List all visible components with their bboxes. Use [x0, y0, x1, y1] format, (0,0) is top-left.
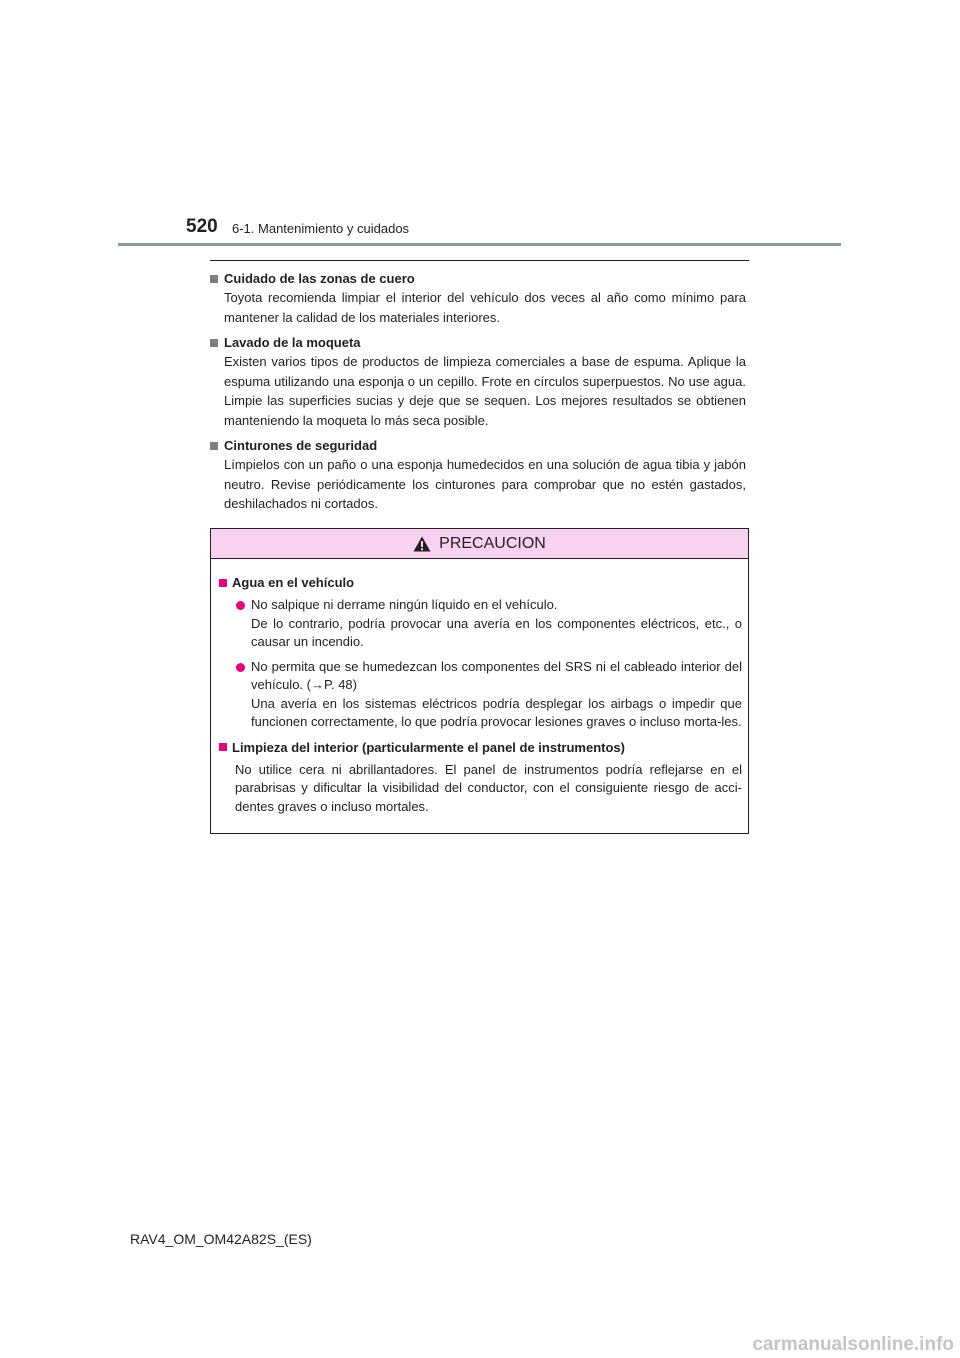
header-rule: [118, 243, 841, 246]
circle-bullet-icon: [236, 601, 245, 610]
square-bullet-icon: [210, 339, 218, 347]
caution-section-title: Limpieza del interior (particularmente el panel de instrumentos): [219, 738, 742, 757]
item-carpet-cleaning: [210, 333, 750, 430]
item-title: Cuidado de las zonas de cuero: [224, 271, 415, 286]
section-title: 6-1. Mantenimiento y cuidados: [232, 221, 410, 236]
caution-bullet: No permita que se humedezcan los componentes del SRS ni el cableado interior del vehículo. (→P. 48) Una avería en los sistemas eléctricos podría desplegar los airbags o impedir que funcionen correctamente, lo que podría provocar lesiones graves o incluso morta-les.: [219, 658, 742, 732]
item-body: Existen varios tipos de productos de limpieza comerciales a base de espuma. Aplique la espuma utilizando una esponja o un cepillo. Frote en círculos superpuestos. No use agua. Limpie las superficies sucias y deje que se sequen. Los mejores resultados se obtienen manteniendo la moqueta lo más seca posible.: [224, 354, 746, 428]
caution-section-body: No utilice cera ni abrillantadores. El panel de instrumentos podría reflejarse en el parabrisas y dificultar la visibilidad del conductor, con el consiguiente riesgo de acci-dentes graves o incluso mortales.: [235, 761, 742, 814]
square-bullet-icon: [210, 275, 218, 283]
page-number: 520: [186, 216, 218, 237]
square-bullet-icon: [219, 579, 227, 587]
warning-triangle-icon: [413, 536, 431, 552]
item-seat-belts: [210, 436, 750, 514]
item-body: Límpielos con un paño o una esponja humedecidos en una solución de agua tibia y jabón neutro. Revise periódicamente los cinturones para comprobar que no estén gastados, deshilachados ni cortados.: [224, 457, 746, 511]
main-content: [210, 269, 750, 520]
item-body: Toyota recomienda limpiar el interior del vehículo dos veces al año como mínimo para mantener la calidad de los materiales interiores.: [224, 290, 746, 325]
square-bullet-icon: [219, 743, 227, 751]
item-leather-care: [210, 269, 750, 327]
document-code: RAV4_OM_OM42A82S_(ES): [130, 1231, 312, 1247]
item-title: Lavado de la moqueta: [224, 335, 361, 350]
page-reference-link[interactable]: P. 48): [323, 677, 357, 692]
caution-box: [210, 528, 749, 834]
caution-title: PRECAUCION: [439, 534, 546, 552]
caution-header: [211, 529, 748, 559]
arrow-icon: →: [310, 677, 324, 692]
circle-bullet-icon: [236, 663, 245, 672]
square-bullet-icon: [210, 442, 218, 450]
caution-section-title: Agua en el vehículo: [219, 573, 742, 592]
content-top-rule: [210, 260, 749, 261]
caution-bullet: No salpique ni derrame ningún líquido en el vehículo. De lo contrario, podría provocar una avería en los componentes eléctricos, etc., o causar un incendio.: [219, 596, 742, 652]
item-title: Cinturones de seguridad: [224, 438, 378, 453]
watermark: carmanualsonline.info: [752, 1334, 954, 1355]
